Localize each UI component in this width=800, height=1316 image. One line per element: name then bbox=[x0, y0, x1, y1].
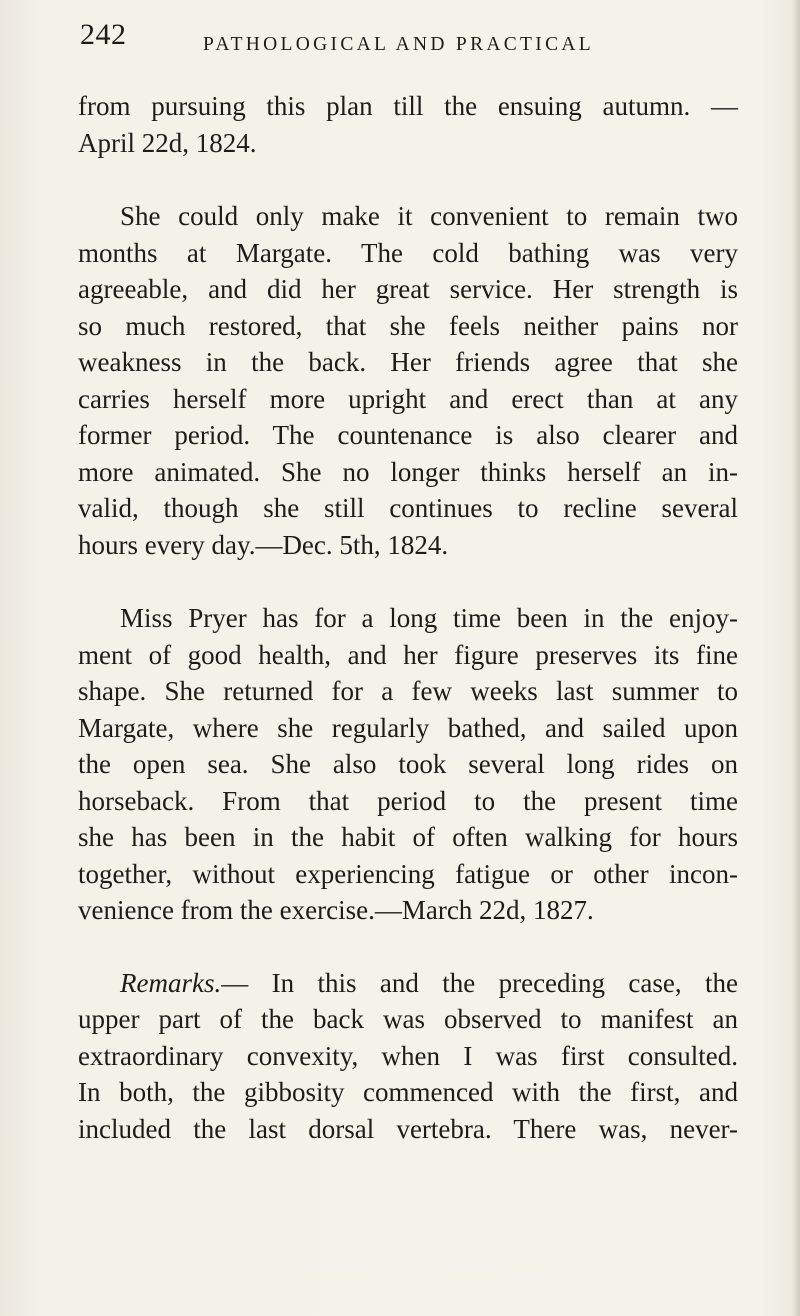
paragraph-gap bbox=[78, 161, 738, 198]
page-number: 242 bbox=[80, 18, 127, 51]
text-line: agreeable, and did her great service. Her strength is bbox=[78, 274, 738, 304]
text-line: former period. The countenance is also clearer and bbox=[78, 420, 738, 450]
text-line: shape. She returned for a few weeks last summer to bbox=[78, 676, 738, 706]
text-line: the open sea. She also took several long rides on bbox=[78, 749, 738, 779]
page-edge-shadow bbox=[792, 0, 800, 1316]
text-line: she has been in the habit of often walking for hours bbox=[78, 822, 738, 852]
remarks-label: Remarks. bbox=[120, 967, 222, 998]
text-line: so much restored, that she feels neither pains nor bbox=[78, 310, 738, 341]
remarks-first-line-text: — In this and the preceding case, the bbox=[221, 967, 738, 998]
text-line: from pursuing this plan till the ensuing autumn. — bbox=[78, 91, 738, 121]
paragraph-4 bbox=[78, 965, 738, 1148]
text-line: together, without experiencing fatigue or other incon- bbox=[78, 858, 738, 889]
text-line: weakness in the back. Her friends agree that she bbox=[78, 347, 738, 377]
text-line: April 22d, 1824. bbox=[78, 127, 257, 158]
paragraph-gap bbox=[78, 929, 738, 965]
text-line: carries herself more upright and erect than at any bbox=[78, 383, 738, 414]
text-line: Margate, where she regularly bathed, and sailed upon bbox=[78, 712, 738, 743]
text-line: venience from the exercise.—March 22d, 1827. bbox=[78, 895, 594, 925]
text-line: horseback. From that period to the present time bbox=[78, 785, 738, 816]
text-line: more animated. She no longer thinks herself an in- bbox=[78, 456, 738, 487]
text-line: In both, the gibbosity commenced with the first, and bbox=[78, 1077, 738, 1107]
text-line: valid, though she still continues to recline several bbox=[78, 493, 738, 523]
body-text bbox=[78, 88, 738, 1147]
text-line: months at Margate. The cold bathing was very bbox=[78, 237, 738, 268]
text-line: included the last dorsal vertebra. There was, never- bbox=[78, 1113, 738, 1144]
paragraph-gap bbox=[78, 563, 738, 600]
text-line: upper part of the back was observed to manifest an bbox=[78, 1004, 738, 1034]
page-header bbox=[0, 18, 800, 64]
paragraph-2 bbox=[78, 198, 738, 563]
text-line: ment of good health, and her figure preserves its fine bbox=[78, 639, 738, 670]
running-head: PATHOLOGICAL AND PRACTICAL bbox=[203, 34, 594, 55]
text-line: extraordinary convexity, when I was first consulted. bbox=[78, 1040, 738, 1071]
remarks-first-line bbox=[78, 965, 738, 1002]
text-line: hours every day.—Dec. 5th, 1824. bbox=[78, 529, 449, 560]
text-line: She could only make it convenient to remain two bbox=[120, 201, 738, 231]
text-line: Miss Pryer has for a long time been in the enjoy- bbox=[120, 603, 738, 633]
paragraph-1 bbox=[78, 88, 738, 161]
paragraph-3 bbox=[78, 600, 738, 929]
